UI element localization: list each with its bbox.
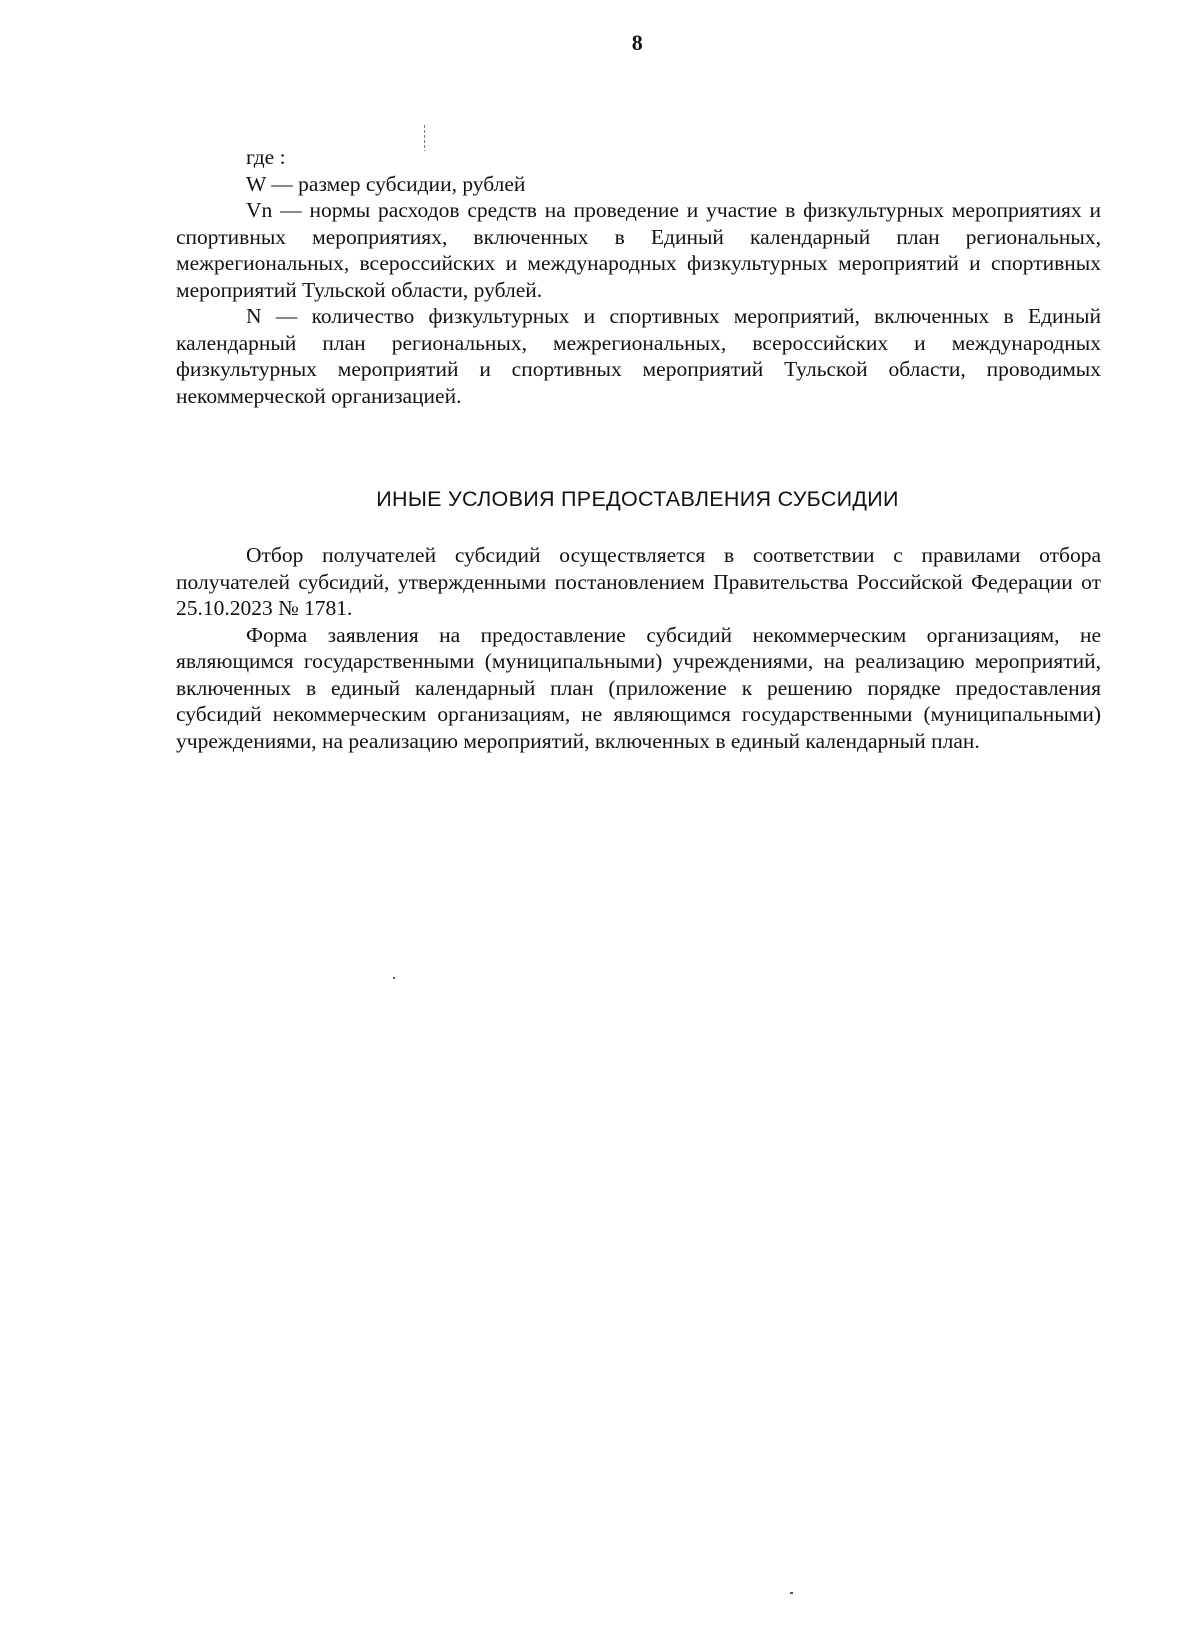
section-heading: ИНЫЕ УСЛОВИЯ ПРЕДОСТАВЛЕНИЯ СУБСИДИИ — [376, 487, 899, 511]
selection-paragraph: Отбор получателей субсидий осуществляется в соответствии с правилами отбора получателей субсидий, утвержденными постановлением Правительства Российской Федерации от 25.10.2023 № 1781. — [176, 543, 1101, 620]
page-number: 8 — [631, 30, 644, 55]
scan-artifact-dot — [393, 977, 395, 979]
section-body — [176, 542, 1101, 754]
definition-vn: Vn — нормы расходов средств на проведение и участие в физкультурных мероприятиях и спортивных мероприятиях, включенных в Единый календарный план региональных, межрегиональных, всероссийских и международных физкультурных мероприятий и спортивных мероприятий Тульской области, рублей. — [176, 198, 1101, 302]
application-form-paragraph: Форма заявления на предоставление субсидий некоммерческим организациям, не являющимся государственными (муниципальными) учреждениями, на реализацию мероприятий, включенных в единый календарный план (приложение к решению порядке предоставления субсидий некоммерческим организациям, не являющимся государственными (муниципальными) учреждениями, на реализацию мероприятий, включенных в единый календарный план. — [176, 622, 1101, 753]
definitions-block — [176, 144, 1101, 409]
definitions-intro: где : — [246, 145, 286, 169]
scan-artifact-dot — [790, 1592, 793, 1594]
definition-n: N — количество физкультурных и спортивных мероприятий, включенных в Единый календарный план региональных, межрегиональных, всероссийских и международных физкультурных мероприятий и спортивных мероприятий Тульской области, проводимых некоммерческой организацией. — [176, 304, 1101, 408]
definition-w: W — размер субсидии, рублей — [246, 171, 526, 196]
